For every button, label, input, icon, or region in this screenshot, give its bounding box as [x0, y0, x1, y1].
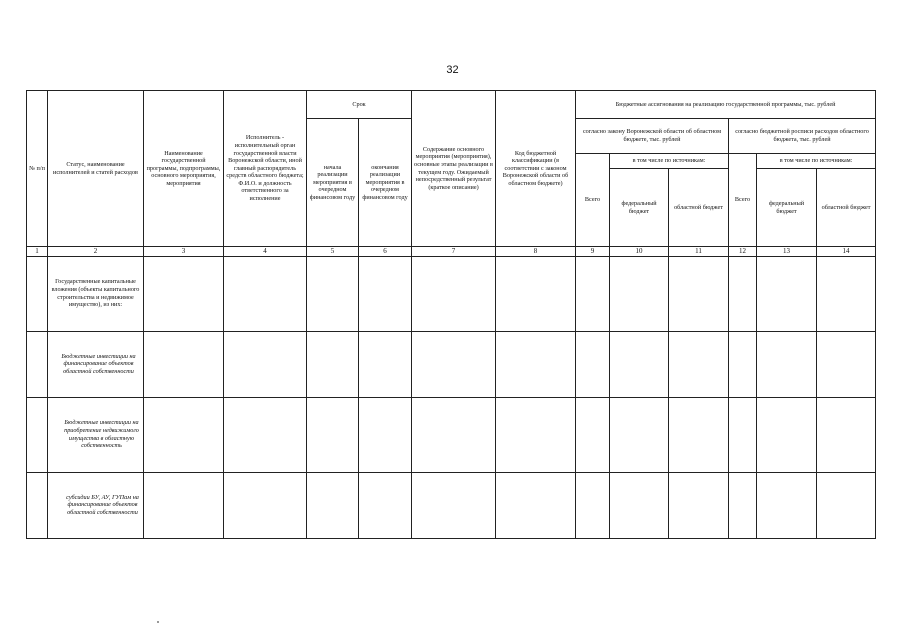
column-number: 3 — [144, 247, 224, 257]
table-row — [27, 397, 876, 472]
header-budget-allocations: Бюджетные ассигнования на реализацию государственной программы, тыс. рублей — [576, 91, 876, 119]
header-term: Срок — [307, 91, 412, 119]
budget-table — [26, 90, 876, 539]
row-label-budget-investments-property: Бюджетные инвестиции на приобретение недвижимого имущества в областную собственность — [48, 397, 144, 472]
column-number: 10 — [610, 247, 669, 257]
table-row — [27, 331, 876, 397]
column-number: 1 — [27, 247, 48, 257]
header-program-name: Наименование государственной программы, подпрограммы, основного мероприятия, мероприятия — [144, 91, 224, 247]
table-row — [27, 472, 876, 538]
column-number: 2 — [48, 247, 144, 257]
column-number-row — [27, 247, 876, 257]
header-by-law: согласно закону Воронежской области об областном бюджете, тыс. рублей — [576, 119, 729, 154]
header-start: начала реализации мероприятия в очередном финансовом году — [307, 119, 359, 247]
header-executor: Исполнитель - исполнительный орган государственной власти Воронежской области, иной главный распорядитель средств областного бюджета; Ф.И.О. и должность ответственного за исполнение — [224, 91, 307, 247]
header-federal-roster: федеральный бюджет — [757, 169, 817, 247]
page-number: 32 — [446, 64, 459, 76]
column-number: 4 — [224, 247, 307, 257]
header-regional-law: областной бюджет — [669, 169, 729, 247]
row-label-capital-investments: Государственные капитальные вложения (объекты капитального строительства и недвижимое имущество), из них: — [48, 256, 144, 331]
column-number: 8 — [496, 247, 576, 257]
column-number: 7 — [412, 247, 496, 257]
scan-speck — [157, 621, 159, 623]
column-number: 13 — [757, 247, 817, 257]
table-row — [27, 256, 876, 331]
column-number: 11 — [669, 247, 729, 257]
header-regional-roster: областной бюджет — [817, 169, 876, 247]
header-total-law: Всего — [576, 154, 610, 247]
column-number: 6 — [359, 247, 412, 257]
header-budget-code: Код бюджетной классификации (в соответствии с законом Воронежской области об областном бюджете) — [496, 91, 576, 247]
header-content: Содержание основного мероприятия (мероприятия), основные этапы реализации в текущем году. Ожидаемый непосредственный результат (краткое описание) — [412, 91, 496, 247]
header-end: окончания реализации мероприятия в очередном финансовом году — [359, 119, 412, 247]
column-number: 5 — [307, 247, 359, 257]
header-total-roster: Всего — [729, 154, 757, 247]
column-number: 14 — [817, 247, 876, 257]
row-label-budget-investments-objects: Бюджетные инвестиции на финансирование объектов областной собственности — [48, 331, 144, 397]
header-status: Статус, наименование исполнителей и статей расходов — [48, 91, 144, 247]
header-sources-roster: в том числе по источникам: — [757, 154, 876, 169]
column-number: 12 — [729, 247, 757, 257]
row-label-subsidies: субсидии БУ, АУ, ГУПам на финансирование объектов областной собственности — [48, 472, 144, 538]
header-sources-law: в том числе по источникам: — [610, 154, 729, 169]
column-number: 9 — [576, 247, 610, 257]
header-federal-law: федеральный бюджет — [610, 169, 669, 247]
header-by-roster: согласно бюджетной росписи расходов областного бюджета, тыс. рублей — [729, 119, 876, 154]
header-number: № п/п — [27, 91, 48, 247]
